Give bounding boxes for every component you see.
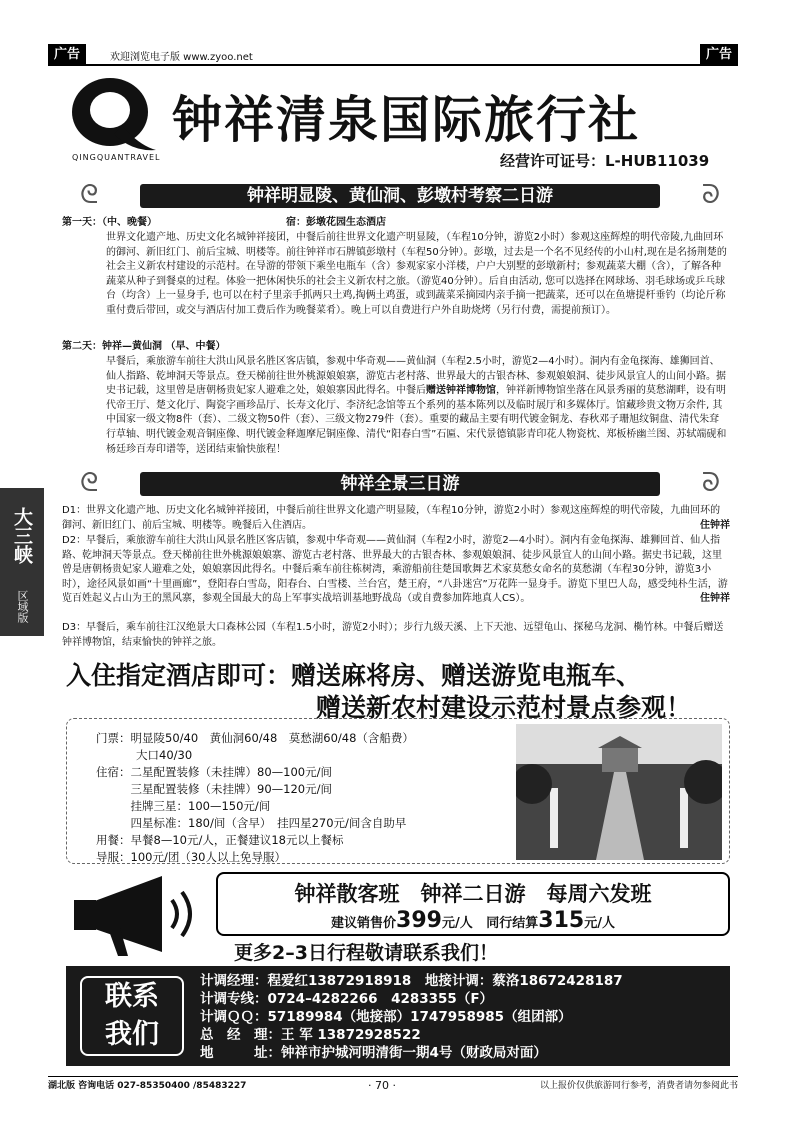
- tour-banner: [216, 872, 730, 936]
- tour2-title: 钟祥全景三日游: [140, 472, 660, 496]
- contact-line[interactable]: 计调专线：0724–4282266 4283355（F）: [200, 991, 494, 1007]
- price1-label: 建议销售价: [331, 916, 397, 931]
- tour2-d2: [62, 534, 730, 607]
- day2-text-b: ，钟祥新博物馆坐落在风景秀丽的莫愁湖畔，设有明代帝王厅、楚文化厅、陶瓷字画珍品厅、长寿文化厅、李济纪念馆等五个系列的基本陈列以及临时展厅和多媒体厅。馆藏珍贵文物万余件, 其中国家一级文物8件（套）、二级文物50件（套）、三级文物279件（套）。重要的藏品主要有明代镀金铜龙、春秋邓子珊旭纹铜盘、清代朱耷行草轴、明代镀金观音铜座像、明代镀金释迦摩尼铜座像、清代“阳春白雪”石匾、宋代景德镇影青印花人物瓷枕、郑板桥幽兰图、苏轼端砚和杨廷珍百寿印谱等，送团结束愉快旅程！: [106, 385, 727, 455]
- d1-text: D1：世界文化遗产地、历史文化名城钟祥接团，中餐后前往世界文化遗产明显陵，（车程10分钟，游览2小时）参观这座辉煌的明代帝陵，九曲回环的御河、新旧红门、前后宝城、明楼等。晚餐后入住酒店。: [62, 505, 721, 531]
- mausoleum-photo: [516, 724, 722, 860]
- footer: [48, 1076, 738, 1094]
- d1-stay: 住钟祥: [700, 519, 730, 531]
- region-tab: [0, 488, 44, 636]
- price2-label: 同行结算: [486, 916, 539, 931]
- logo-subtitle: QINGQUANTRAVEL: [72, 153, 161, 162]
- contact-label-2: 我们: [105, 1019, 159, 1050]
- q-logo-icon: [62, 74, 158, 154]
- tour1-day2-body: [106, 355, 728, 457]
- stay-label: 住宿：: [96, 765, 131, 779]
- price1: 399: [396, 908, 442, 933]
- contact-line: 地 址：钟祥市护城河明清街一期4号（财政局对面）: [200, 1045, 547, 1061]
- stay-item: 二星配置装修（未挂牌）80—100元/间: [130, 765, 332, 779]
- day2-text-a: 早餐后，乘旅游车前往大洪山风景名胜区客店镇，参观中华奇观——黄仙洞（车程2.5小时，游览2—4小时）。洞内有金龟探海、雄狮回首、仙人指路、乾坤洞天等景点。登天梯前往世外桃源娘娘寨，游览古老村落、世界最大的古银杏林、参观娘娘洞、徒步风景宜人的山间小路。据史书记载，这里曾是唐朝杨贵妃家人避难之处，娘娘寨因此得名。中餐后: [106, 356, 726, 397]
- swirl-icon: ᘐ: [701, 180, 720, 210]
- contact-line[interactable]: 计调ＱＱ：57189984（地接部）1747958985（组团部）: [200, 1009, 572, 1025]
- promo-line2: 赠送新农村建设示范村景点参观！: [316, 693, 692, 722]
- tickets-label: 门票：: [96, 731, 131, 745]
- swirl-icon: ᘓ: [80, 180, 99, 210]
- footer-left: 湖北版 咨询电话 027-85350400 /85483227: [48, 1081, 247, 1091]
- day1-hotel: 宿：彭墩花园生态酒店: [286, 217, 386, 228]
- region-tab-small: 区域版: [16, 589, 29, 623]
- guide-price: 导服：100元/团（30人以上免导服）: [96, 850, 286, 864]
- page-number: · 70 ·: [368, 1079, 396, 1092]
- stay-item: 三星配置装修（未挂牌）90—120元/间: [130, 782, 332, 796]
- tour1-title: 钟祥明显陵、黄仙洞、彭墩村考察二日游: [140, 184, 660, 208]
- tour2-banner: [70, 468, 730, 498]
- license-number: 经营许可证号：L-HUB11039: [500, 152, 710, 170]
- contact-label: [80, 976, 184, 1056]
- ad-label-right: 广告: [700, 44, 738, 66]
- tour2-d1: [62, 504, 730, 533]
- stay-item: 挂牌三星：100—150元/间: [130, 799, 271, 813]
- meal-price: 用餐：早餐8—10元/人，正餐建议18元以上餐标: [96, 833, 344, 847]
- megaphone-icon: [66, 872, 208, 960]
- d2-text: D2：早餐后，乘旅游车前往大洪山风景名胜区客店镇，参观中华奇观——黄仙洞（车程2小时，游览2—4小时）。洞内有金龟探海、雄狮回首、仙人指路、乾坤洞天等景点。登天梯前往世外桃源娘娘寨、游览古老村落、世界最大的古银杏林、参观娘娘洞、徒步风景宜人的山间小路。据史书记载，这里曾是唐朝杨贵妃家人避难之处，娘娘寨因此得名。中餐后乘车前往栋树湾，乘游船前往楚国歌舞艺术家莫愁女命名的莫愁湖（车程30分钟，游览3小时），途径风景如画“十里画廊”，登阳春白雪岛，阳春台、白雪楼、兰台宫，楚王府，“八卦迷宫”万花阵一显身手。游览下里巴人岛，感受纯朴生活，游览百姓起义占山为王的黑风寨，参观全国最大的岛上军事实战培训基地野战岛（或自费参加阵地真人CS）。: [62, 535, 728, 605]
- top-bar: [48, 44, 738, 66]
- swirl-icon: ᘐ: [701, 468, 720, 498]
- contact-lines: [200, 972, 623, 1062]
- price2: 315: [538, 908, 585, 933]
- price-list: [96, 730, 516, 866]
- price-unit: 元/人: [584, 916, 615, 931]
- day1-label: 第一天：（中、晚餐）: [62, 217, 157, 228]
- tour-banner-prices: [218, 908, 728, 933]
- price-unit: 元/人: [441, 916, 473, 931]
- ad-label-left: 广告: [48, 44, 86, 66]
- stay-block: [96, 764, 516, 832]
- d2-stay: 住钟祥: [700, 593, 730, 605]
- swirl-icon: ᘓ: [80, 468, 99, 498]
- more-info: 更多2–3日行程敬请联系我们！: [234, 942, 498, 964]
- tour1-banner: [70, 180, 730, 210]
- tickets: 明显陵50/40 黄仙洞60/48 莫愁湖60/48（含船费）: [130, 731, 414, 745]
- tour1-day2-header: 第二天：钟祥—黄仙洞 （早、中餐）: [62, 341, 226, 352]
- tickets2: 大口40/30: [136, 748, 193, 762]
- tour1-day1-header: [62, 216, 730, 231]
- welcome-text[interactable]: 欢迎浏览电子版 www.zyoo.net: [110, 52, 253, 63]
- contact-line[interactable]: 总 经 理：王 军 13872928522: [200, 1027, 421, 1043]
- footer-right: 以上报价仅供旅游同行参考，消费者请勿参阅此书: [539, 1081, 738, 1091]
- contact-line[interactable]: 计调经理：程爱红13872918918 地接计调：蔡洛18672428187: [200, 973, 623, 989]
- contact-label-1: 联系: [105, 981, 159, 1012]
- day2-bold: 赠送钟祥博物馆: [426, 385, 496, 397]
- region-tab-big: 大三峡: [11, 506, 33, 564]
- tour-banner-title: 钟祥散客班 钟祥二日游 每周六发班: [294, 882, 652, 906]
- tour1-day1-body: 世界文化遗产地、历史文化名城钟祥接团，中餐后前往世界文化遗产明显陵，（车程10分钟，游览2小时）参观这座辉煌的明代帝陵,九曲回环的御河、新旧红门、前后宝城、明楼等。前往钟祥市石牌镇彭墩村（车程50分钟）。彭墩，过去是一个名不见经传的小山村,现在是名扬荆楚的社会主义新农村建设的示范村。在导游的带领下乘坐电瓶车（含）参观家家小洋楼，户户大别墅的彭墩新村；参观蔬菜大棚（含），了解各种蔬菜从种子到餐桌的过程。体验一把休闲快乐的社会主义新农村之旅。（游览40分钟）。后自由活动, 您可以选择在网球场、羽毛球场或乒乓球台（均含）上一显身手, 也可以在村子里亲手抓两只土鸡,掏俩土鸡蛋，或到蔬菜采摘园内亲手摘一把蔬菜，还可以在鱼塘提杆垂钓（均论斤称重付费后带回，或交与酒店付加工费后作为晚餐菜肴）。晚上可以自费进行户外自助烧烤（另行付费，需提前预订）。: [106, 232, 727, 316]
- stay-item: 四星标准：180/间（含早） 挂四星270元/间含自助早: [130, 816, 407, 830]
- contact-panel: [66, 966, 730, 1066]
- agency-name: 钟祥清泉国际旅行社: [172, 90, 640, 149]
- promo-line1: 入住指定酒店即可：赠送麻将房、赠送游览电瓶车、: [66, 661, 642, 690]
- tour2-d3: D3：早餐后，乘车前往江汉绝景大口森林公园（车程1.5小时，游览2小时）；步行九级天溪、上下天池、远望龟山、探秘乌龙洞、椭竹林。中餐后赠送钟祥博物馆，结束愉快的钟祥之旅。: [62, 622, 724, 648]
